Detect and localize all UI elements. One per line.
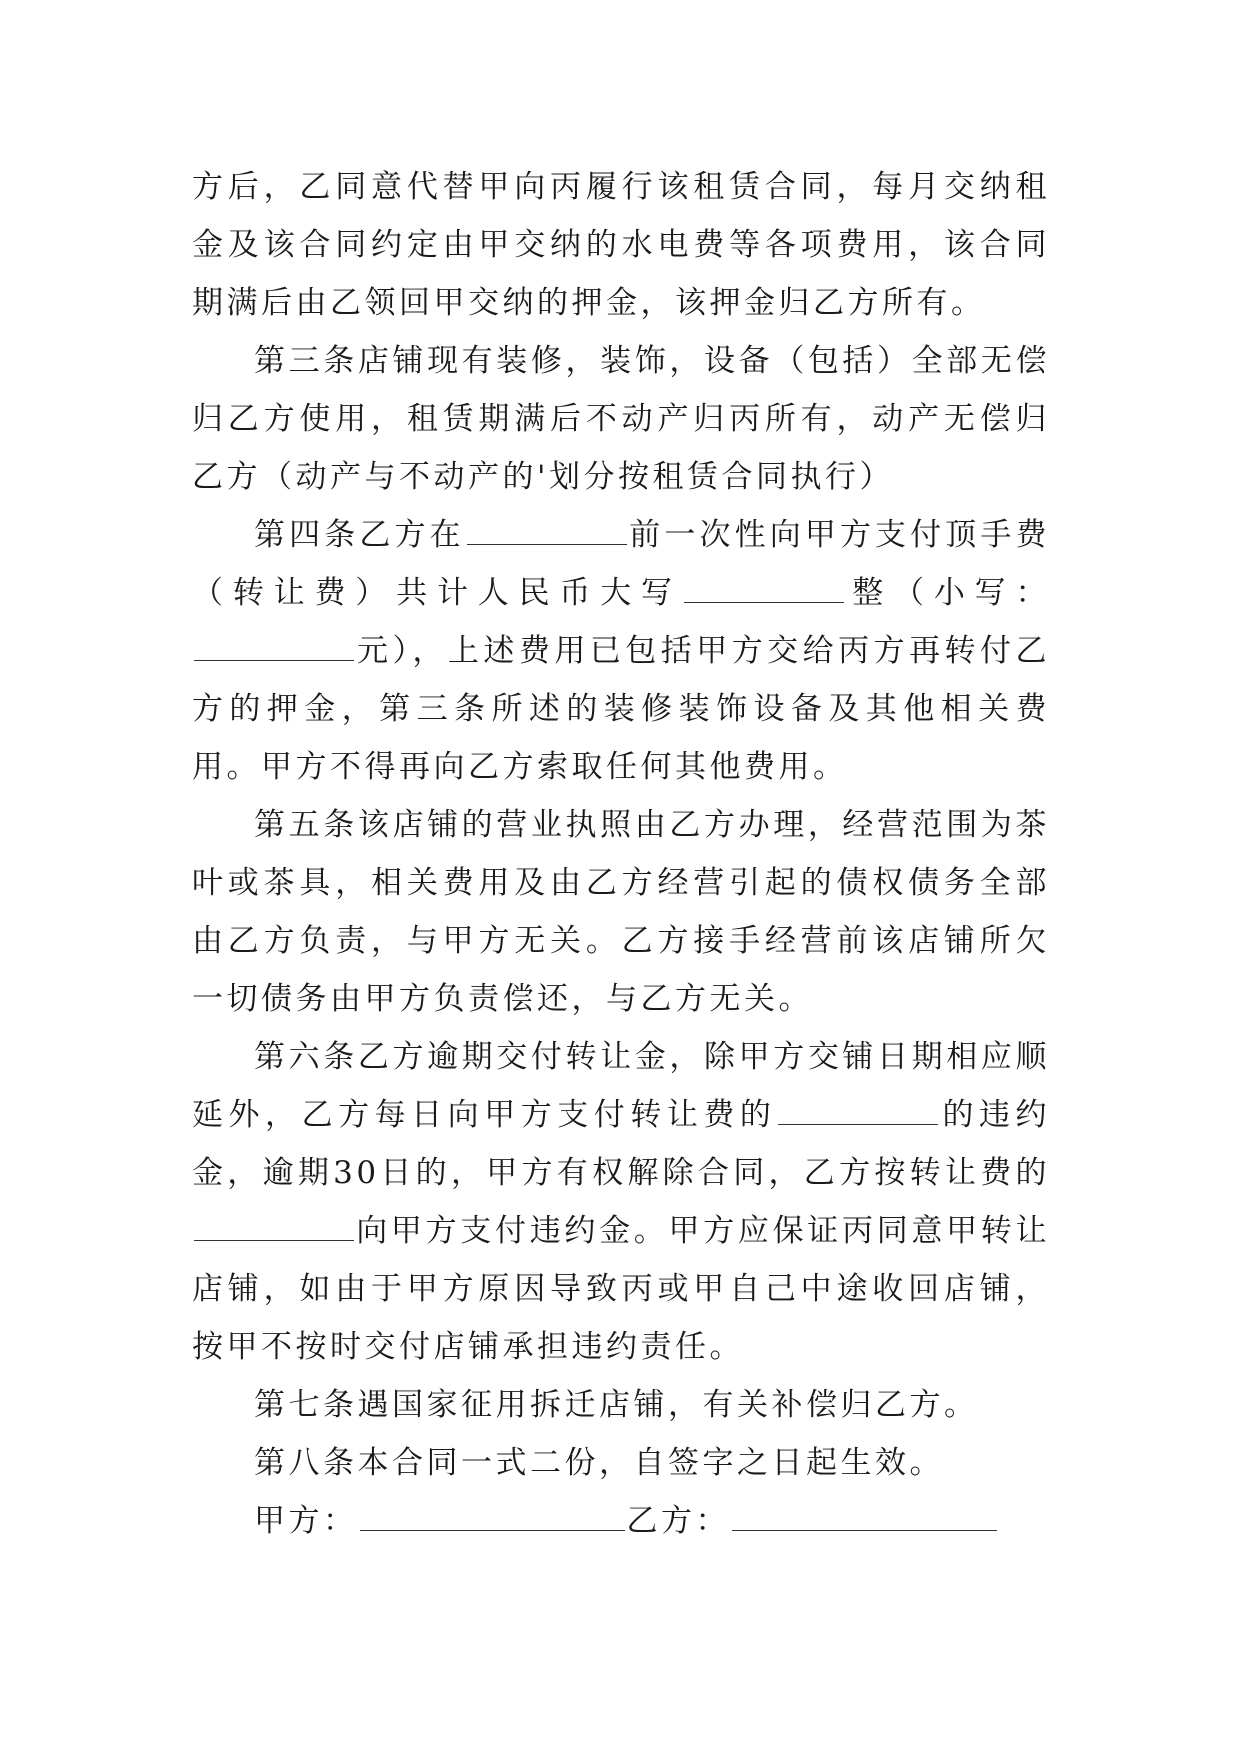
clause-4 [192,506,1050,796]
contract-body [192,158,1050,1550]
paragraph-text: 第五条该店铺的营业执照由乙方办理，经营范围为茶叶或茶具，相关费用及由乙方经营引起的债权债务全部由乙方负责，与甲方无关。乙方接手经营前该店铺所欠一切债务由甲方负责偿还，与乙方无关。 [192,807,1050,1017]
paragraph-text: 元），上述费用已包括甲方交给丙方再转付乙方的押金，第三条所述的装修装饰设备及其他相关费用。甲方不得再向乙方索取任何其他费用。 [192,633,1050,785]
party-a-signature-blank[interactable] [360,1500,625,1531]
paragraph-text: 前一次性向甲方支付顶手费（转让费）共计人民币大写 [192,517,1051,611]
paragraph-text: 第七条遇国家征用拆迁店铺，有关补偿归乙方。 [254,1387,979,1423]
paragraph-text: 第六条乙方逾期交付转让金，除甲方交铺日期相应顺延外，乙方每日向甲方支付转让费的 [192,1039,1050,1133]
clause-3 [192,332,1050,506]
party-a-label: 甲方： [254,1503,358,1539]
blank-amount-uppercase[interactable] [684,572,844,603]
paragraph-text: 第四条乙方在 [254,517,465,553]
paragraph-text: 第三条店铺现有装修，装饰，设备（包括）全部无偿归乙方使用，租赁期满后不动产归丙所有，动产无偿归乙方（动产与不动产的'划分按租赁合同执行） [192,343,1050,495]
party-b-signature-blank[interactable] [732,1500,997,1531]
clause-8 [192,1434,1050,1492]
paragraph-text: 向甲方支付违约金。甲方应保证丙同意甲转让店铺，如由于甲方原因导致丙或甲自己中途收回店铺，按甲不按时交付店铺承担违约责任。 [192,1213,1050,1365]
clause-5 [192,796,1050,1028]
blank-payment-date[interactable] [467,514,627,545]
paragraph-text: 第八条本合同一式二份，自签字之日起生效。 [254,1445,944,1481]
clause-6 [192,1028,1050,1376]
paragraph-text: 整（小写： [845,575,1051,611]
clause-7 [192,1376,1050,1434]
paragraph-text: 方后，乙同意代替甲向丙履行该租赁合同，每月交纳租金及该合同约定由甲交纳的水电费等各项费用，该合同期满后由乙领回甲交纳的押金，该押金归乙方所有。 [192,169,1050,321]
blank-amount-lowercase[interactable] [194,630,354,661]
blank-daily-penalty-rate[interactable] [778,1094,938,1125]
signature-line [192,1492,1050,1550]
paragraph-text: 的违约金，逾期30日的，甲方有权解除合同，乙方按转让费的 [192,1097,1051,1191]
blank-penalty-rate[interactable] [194,1210,354,1241]
paragraph-continuation [192,158,1050,332]
party-b-label: 乙方： [626,1503,730,1539]
